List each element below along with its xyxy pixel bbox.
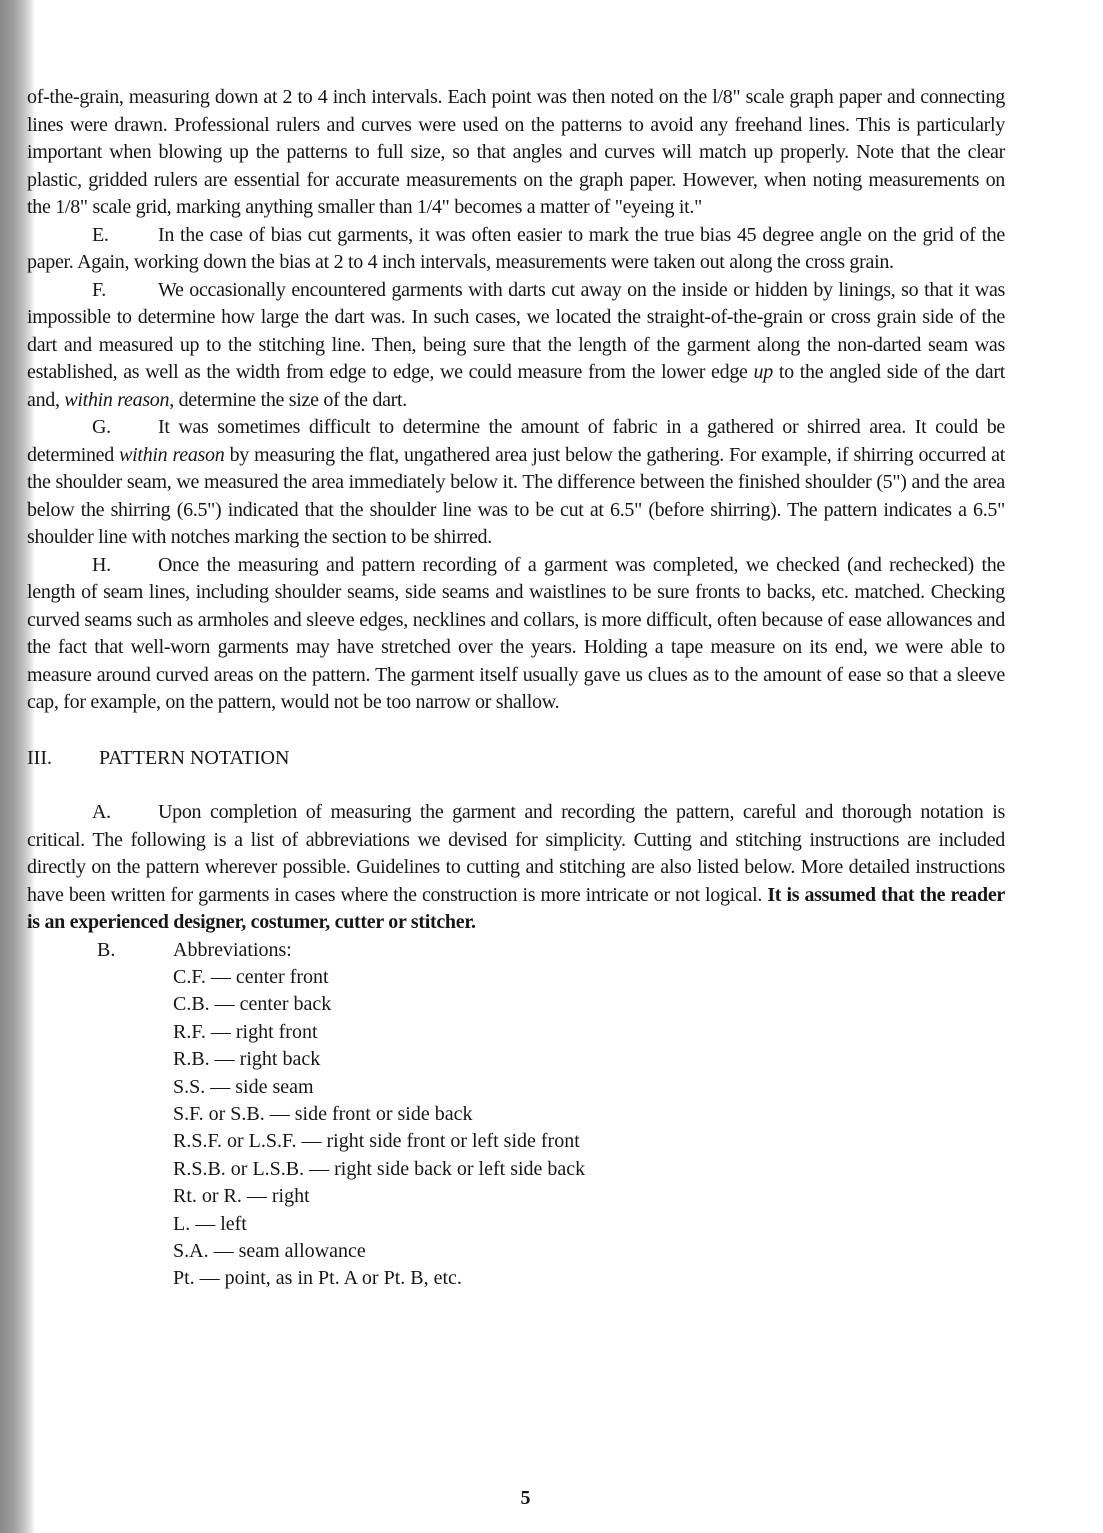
abbreviation-item: S.A. — seam allowance — [173, 1240, 366, 1263]
abbreviation-item: S.F. or S.B. — side front or side back — [173, 1103, 473, 1126]
abbreviations-heading — [97, 937, 1005, 965]
paragraph-h — [27, 552, 1005, 717]
paragraph-f-italic-up: up — [753, 361, 773, 383]
paragraph-e — [27, 222, 1005, 277]
paragraph-label-b: B. — [97, 938, 116, 961]
paragraph-label-f: F. — [92, 278, 106, 301]
abbreviations-list — [173, 964, 1005, 1293]
document-page — [27, 84, 1005, 1293]
paragraph-continuation: of-the-grain, measuring down at 2 to 4 inch intervals. Each point was then noted on the l/8" scale graph paper and connecting lines were drawn. Professional rulers and curves were used on the patterns to avoid any freehand lines. This is particularly important when blowing up the patterns to full size, so that angles and curves will match up properly. Note that the clear plastic, gridded rulers are essential for accurate measurements on the graph paper. However, when noting measurements on the 1/8" scale grid, marking anything smaller than 1/4" becomes a matter of "eyeing it." — [27, 86, 1005, 218]
paragraph-a — [27, 799, 1005, 937]
paragraph-g-text-1: It was sometimes difficult to determine the amount of fabric in a gathered or shirred area. It could be determined — [27, 416, 1005, 466]
abbreviation-item: R.F. — right front — [173, 1020, 318, 1043]
section-number: III. — [27, 746, 52, 769]
abbreviation-item: L. — left — [173, 1212, 247, 1235]
abbreviation-item: R.S.B. or L.S.B. — right side back or left side back — [173, 1157, 586, 1180]
page-number-text: 5 — [520, 1487, 531, 1509]
paragraph-e-text: In the case of bias cut garments, it was often easier to mark the true bias 45 degree angle on the grid of the paper. Again, working down the bias at 2 to 4 inch intervals, measurements were taken out along the cross grain. — [27, 223, 1005, 273]
paragraph-f-italic-within-reason: within reason — [64, 388, 170, 411]
abbreviation-item: Rt. or R. — right — [173, 1185, 310, 1208]
paragraph-g-text-2: by measuring the flat, ungathered area just below the gathering. For example, if shirring occurred at the shoulder seam, we measured the area immediately below it. The difference between the finished shoulder (5") and the area below the shirring (6.5") indicated that the shoulder line was to be cut at 6.5" (before shirring). The pattern indicates a 6.5" shoulder line with notches marking the section to be shirred. — [27, 443, 1006, 548]
abbreviations-title: Abbreviations: — [173, 938, 292, 961]
page-number — [0, 1487, 1103, 1510]
paragraph-f — [27, 277, 1005, 415]
paragraph-a-text: Upon completion of measuring the garment and recording the pattern, careful and thorough notation is critical. The following is a list of abbreviations we devised for simplicity. Cutting and stitching instructions are included directly on the pattern wherever possible. Guidelines to cutting and stitching are also listed below. More detailed instructions have been written for garments in cases where the construction is more intricate or not logical. — [27, 801, 1005, 906]
abbreviation-item: C.F. — center front — [173, 966, 329, 988]
abbreviation-item: R.S.F. or L.S.F. — right side front or left side front — [173, 1130, 580, 1153]
paragraph-label-e: E. — [92, 223, 109, 246]
paragraph-a-bold-note: It is assumed that the reader is an experienced designer, costumer, cutter or stitcher. — [27, 883, 1005, 933]
paragraph-label-a: A. — [92, 801, 111, 823]
section-title: PATTERN NOTATION — [99, 746, 290, 769]
paragraph-f-text-1: We occasionally encountered garments with darts cut away on the inside or hidden by linings, so that it was impossible to determine how large the dart was. In such cases, we located the straight-of-the-grain or cross grain side of the dart and measured up to the stitching line. Then, being sure that the length of the garment along the non-darted seam was established, as well as the width from edge to edge, we could measure from the lower edge — [27, 278, 1005, 383]
abbreviation-item: R.B. — right back — [173, 1048, 321, 1071]
abbreviation-item: C.B. — center back — [173, 993, 332, 1016]
abbreviation-item: S.S. — side seam — [173, 1075, 314, 1098]
paragraph-g — [27, 414, 1005, 552]
section-heading — [27, 745, 1005, 773]
abbreviation-item: Pt. — point, as in Pt. A or Pt. B, etc. — [173, 1267, 462, 1290]
paragraph-f-text-2: to the angled side of the dart and, — [27, 361, 1006, 411]
paragraph-label-h: H. — [92, 553, 111, 576]
paragraph-g-italic-within-reason: within reason — [119, 443, 225, 466]
paragraph-f-text-3: , determine the size of the dart. — [169, 388, 407, 411]
paragraph-h-text: Once the measuring and pattern recording of a garment was completed, we checked (and rechecked) the length of seam lines, including shoulder seams, side seams and waistlines to be sure fronts to backs, etc. matched. Checking curved seams such as armholes and sleeve edges, necklines and collars, is more difficult, often because of ease allowances and the fact that well-worn garments may have stretched over the years. Holding a tape measure on its end, we were able to measure around curved areas on the pattern. The garment itself usually gave us clues as to the amount of ease so that a sleeve cap, for example, on the pattern, would not be too narrow or shallow. — [27, 553, 1005, 713]
paragraph-label-g: G. — [92, 416, 111, 438]
